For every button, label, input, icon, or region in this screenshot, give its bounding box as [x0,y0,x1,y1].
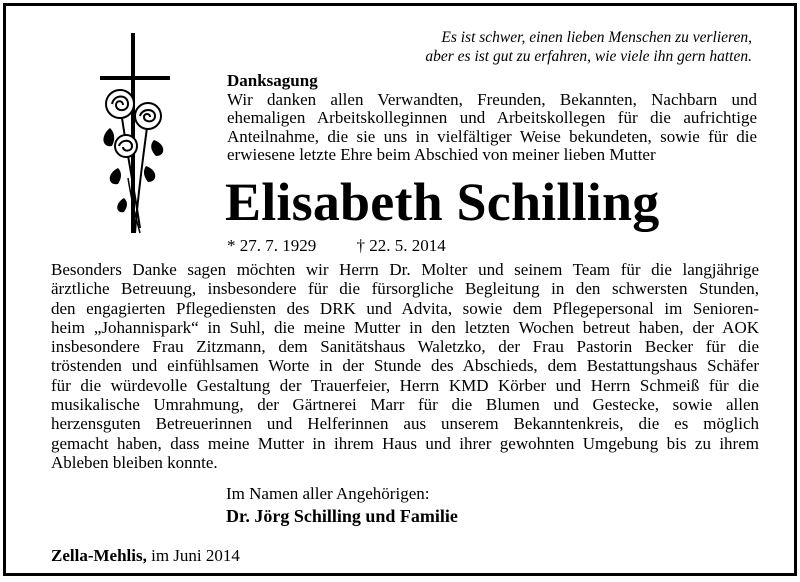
body-line: für die würdevolle Gestaltung der Trauerfeier, Herrn KMD Körber und Herrn Schmeiß für die [51,375,759,395]
life-dates [227,236,446,256]
heading: Danksagung [227,71,318,90]
body-line: ärztliche Betreuung, insbesondere für die fürsorgliche Begleitung in den schwersten Stunden, [51,279,759,299]
place-date [51,546,240,566]
intro-line: Anteilnahme, die sie uns in vielfältiger Weise bekundeten, sowie für die [227,126,757,146]
body-line: gemacht haben, dass meine Mutter in ihrem Haus und ihrer gewohnten Umgebung bis zu ihrem [51,433,759,453]
quote-line: Es ist schwer, einen lieben Menschen zu verlieren, [441,29,752,46]
signature-name: Dr. Jörg Schilling und Familie [226,506,458,526]
intro-line: ehemaligen Arbeitskolleginnen und Arbeitskollegen für die aufrichtige [227,108,757,127]
birth-date: * 27. 7. 1929 [227,236,317,255]
body-line: herzensguten Betreuerinnen und Helferinnen aus unserem Bekanntenkreis, die es möglich [51,414,759,434]
cross-with-roses-icon [88,28,178,248]
death-date: † 22. 5. 2014 [356,236,446,255]
body-text [51,260,759,472]
body-line: tröstenden und einfühlsamen Worte in der Stunde des Abschieds, dem Bestattungshaus Schäfer [51,356,759,376]
intro-line: Wir danken allen Verwandten, Freunden, Bekannten, Nachbarn und [227,89,757,109]
thanks-section [227,72,757,165]
deceased-name: Elisabeth Schilling [225,172,660,232]
obituary-card [3,3,797,576]
signature-intro: Im Namen aller Angehörigen: [226,484,430,503]
body-line: insbesondere Frau Zitzmann, dem Sanitätshaus Waletzko, der Frau Pastorin Becker für die [51,337,759,357]
body-line: Besonders Danke sagen möchten wir Herrn Dr. Molter und seinem Team für die langjährige [51,260,759,279]
quote [425,28,752,66]
intro-line: erwiesene letzte Ehre beim Abschied von meiner lieben Mutter [227,145,656,164]
body-line: heim „Johannispark“ in Suhl, die meine Mutter in den letzten Wochen betreut haben, der AOK [51,317,759,337]
quote-line: aber es ist gut zu erfahren, wie viele ihn gern hatten. [425,48,752,65]
body-line: musikalische Umrahmung, der Gärtnerei Marr für die Blumen und Gestecke, sowie allen [51,395,759,415]
date: im Juni 2014 [151,546,240,565]
body-line: Ableben bleiben konnte. [51,452,218,472]
place: Zella-Mehlis, [51,546,147,565]
body-line: den engagierten Pflegediensten des DRK und Advita, sowie dem Pflegepersonal im Senioren- [51,298,759,318]
